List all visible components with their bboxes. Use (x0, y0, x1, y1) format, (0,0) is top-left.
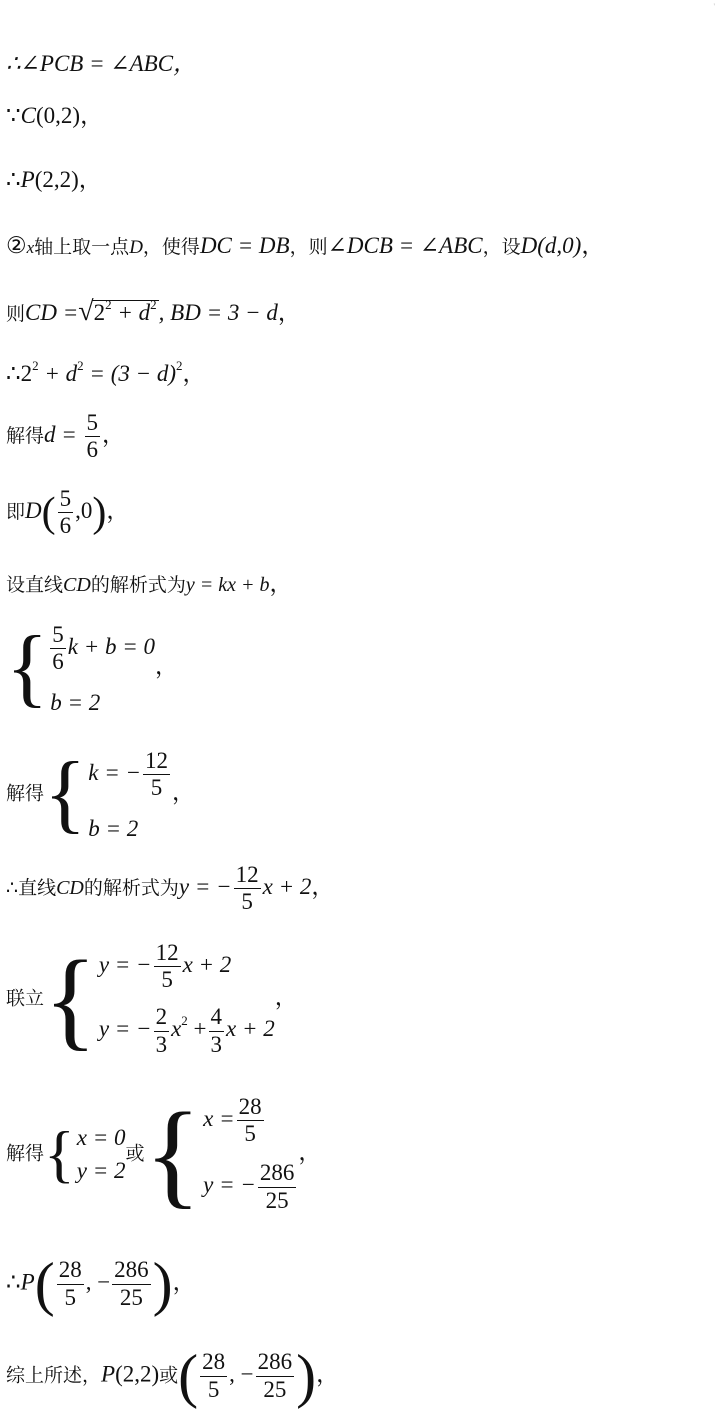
denominator: 5 (207, 1376, 220, 1402)
text: ∠DCB = ∠ABC (327, 233, 483, 258)
text: 即 (6, 501, 26, 524)
text: x = 0 (76, 1125, 126, 1150)
text: 解得 (6, 782, 45, 805)
text: b = 2 (88, 816, 139, 841)
text: y = 2 (76, 1158, 126, 1183)
text: 2 (32, 358, 39, 373)
line-9 (6, 572, 292, 595)
text: 或 (159, 1364, 179, 1387)
text: , − (85, 1269, 111, 1295)
therefore-symbol: ∴ (6, 167, 21, 192)
denominator: 6 (52, 649, 64, 675)
text: 2 (77, 358, 84, 373)
numerator: 12 (234, 862, 261, 889)
fraction (256, 1349, 295, 1403)
text: y = − (98, 952, 152, 978)
numerator: 12 (154, 940, 181, 967)
text: ∴∠PCB = ∠ABC， (6, 51, 197, 76)
text: y = − (178, 874, 232, 900)
text: (0,2) (35, 103, 81, 128)
text: ， (182, 361, 206, 386)
right-paren: ) (296, 1343, 317, 1409)
text: CD (63, 574, 91, 596)
denominator: 5 (64, 1284, 76, 1310)
line-5 (6, 298, 301, 326)
text: x + 2 (262, 874, 312, 900)
left-brace: { (144, 1088, 202, 1219)
text: P (20, 167, 35, 192)
text: 则 (6, 303, 26, 325)
text: (2,2) (115, 1361, 160, 1387)
right-paren: ) (92, 489, 107, 536)
text: ， (269, 571, 293, 596)
corner-mark: ' (713, 2, 715, 11)
text: (d,0) (537, 233, 582, 258)
text: y = kx + b (185, 574, 270, 596)
fraction (237, 1094, 264, 1148)
numerator: 5 (85, 410, 101, 437)
line-3 (6, 168, 102, 191)
numerator: 4 (209, 1004, 225, 1031)
text: 或 (125, 1142, 145, 1165)
fraction (50, 622, 66, 676)
text: 2 (181, 1013, 188, 1029)
line-7 (6, 410, 125, 464)
line-15 (6, 1251, 196, 1317)
text: ， (106, 498, 130, 524)
text: 的解析式为 (90, 574, 186, 596)
text: ，使得 (142, 236, 200, 258)
numerator: 12 (143, 748, 170, 775)
text: D (520, 233, 538, 258)
equation-system (44, 745, 172, 842)
text: 解得 (6, 1142, 45, 1165)
text: P (20, 1269, 35, 1295)
text: C (20, 103, 36, 128)
left-brace: { (44, 745, 87, 842)
text: + d (117, 300, 151, 325)
fraction (143, 748, 170, 802)
fraction (258, 1160, 297, 1214)
text: y = − (203, 1172, 256, 1198)
text: ，则 (289, 236, 328, 258)
line-12 (6, 862, 334, 916)
text: ∴2 (6, 361, 33, 386)
text: ， (155, 653, 178, 679)
text: DC = DB (199, 233, 290, 258)
sqrt-symbol: √ (78, 296, 94, 327)
left-brace: { (6, 619, 49, 716)
text: 2 (93, 300, 106, 325)
line-14 (6, 1088, 322, 1219)
text: b = 2 (50, 690, 101, 715)
line-13 (6, 940, 298, 1058)
denominator: 3 (155, 1031, 168, 1057)
therefore-symbol: ∴ (6, 1269, 21, 1295)
text: ， (311, 874, 335, 900)
denominator: 25 (265, 1187, 289, 1213)
circled-number: ② (6, 233, 27, 258)
line-11 (6, 745, 196, 842)
text: ， (102, 422, 126, 448)
denominator: 5 (150, 775, 163, 801)
denominator: 25 (263, 1376, 287, 1402)
text: D (25, 498, 42, 524)
numerator: 2 (154, 1004, 170, 1031)
left-paren: ( (178, 1343, 199, 1409)
text: x (26, 238, 35, 257)
text: ， (581, 233, 605, 258)
numerator: 286 (112, 1257, 151, 1284)
denominator: 3 (210, 1031, 223, 1057)
text: , − (229, 1361, 254, 1387)
fraction (57, 1257, 84, 1311)
text: 设直线 (6, 574, 64, 596)
line-2 (6, 104, 103, 127)
text: ， (274, 984, 298, 1010)
left-brace: { (44, 1118, 75, 1189)
text: CD (56, 877, 84, 900)
left-brace: { (44, 938, 97, 1060)
line-8 (6, 486, 129, 540)
right-paren: ) (152, 1251, 173, 1317)
numerator: 286 (256, 1349, 295, 1376)
text: D (129, 237, 143, 258)
text: 的解析式为 (83, 877, 179, 900)
fraction (200, 1349, 227, 1403)
equation-system (144, 1088, 298, 1219)
text: ， (78, 167, 102, 192)
fraction (112, 1257, 151, 1311)
numerator: 28 (200, 1349, 227, 1376)
numerator: 5 (58, 486, 74, 513)
fraction (154, 1004, 170, 1058)
text: ， (80, 103, 104, 128)
left-paren: ( (34, 1251, 55, 1317)
denominator: 25 (119, 1284, 143, 1310)
text: 2 (105, 297, 112, 312)
text: ， (316, 1361, 340, 1387)
text: + d (44, 361, 78, 386)
denominator: 5 (161, 967, 173, 993)
text: x = (203, 1106, 235, 1132)
text: d = (44, 422, 77, 448)
text: ，设 (482, 236, 521, 258)
numerator: 286 (258, 1160, 297, 1187)
text: CD = (25, 300, 79, 325)
text: k = − (88, 760, 142, 786)
text: 解得 (6, 425, 45, 448)
text: x (171, 1016, 182, 1042)
text: ， (172, 779, 196, 805)
text: 联立 (6, 987, 45, 1010)
text: ， (277, 300, 301, 325)
sqrt-body (92, 297, 159, 325)
text: (2,2) (34, 167, 79, 192)
fraction (154, 940, 181, 994)
fraction (209, 1004, 225, 1058)
text: ∴直线 (6, 877, 57, 900)
numerator: 28 (57, 1257, 84, 1284)
text: P (101, 1361, 116, 1387)
equation-system (44, 940, 275, 1058)
line-4 (6, 234, 604, 257)
text: y = − (98, 1016, 152, 1042)
fraction (85, 410, 101, 464)
line-16 (6, 1343, 340, 1409)
text: , BD = 3 − d (158, 300, 278, 325)
text: + (193, 1016, 207, 1042)
fraction (58, 486, 74, 540)
because-symbol: ∵ (6, 103, 21, 128)
text: x + 2 (226, 1016, 275, 1042)
text: 2 (150, 297, 157, 312)
left-paren: ( (41, 489, 56, 536)
line-10 (6, 619, 178, 716)
denominator: 6 (86, 437, 99, 463)
denominator: 6 (59, 513, 72, 539)
line-1 (6, 52, 196, 75)
fraction (234, 862, 261, 916)
denominator: 5 (241, 889, 253, 915)
numerator: 28 (237, 1094, 264, 1121)
equation-system (44, 1118, 126, 1189)
text: 轴上取一点 (34, 236, 130, 258)
numerator: 5 (50, 622, 66, 649)
text: ,0 (75, 498, 93, 524)
text: k + b = 0 (67, 634, 155, 660)
line-6 (6, 358, 206, 386)
text: ， (172, 1269, 196, 1295)
text: 2 (176, 358, 183, 373)
equation-system (6, 619, 155, 716)
text: 综上所述， (6, 1364, 102, 1387)
text: x + 2 (182, 952, 232, 978)
text: ， (298, 1139, 322, 1165)
text: = (3 − d) (89, 361, 177, 386)
denominator: 5 (244, 1121, 256, 1147)
